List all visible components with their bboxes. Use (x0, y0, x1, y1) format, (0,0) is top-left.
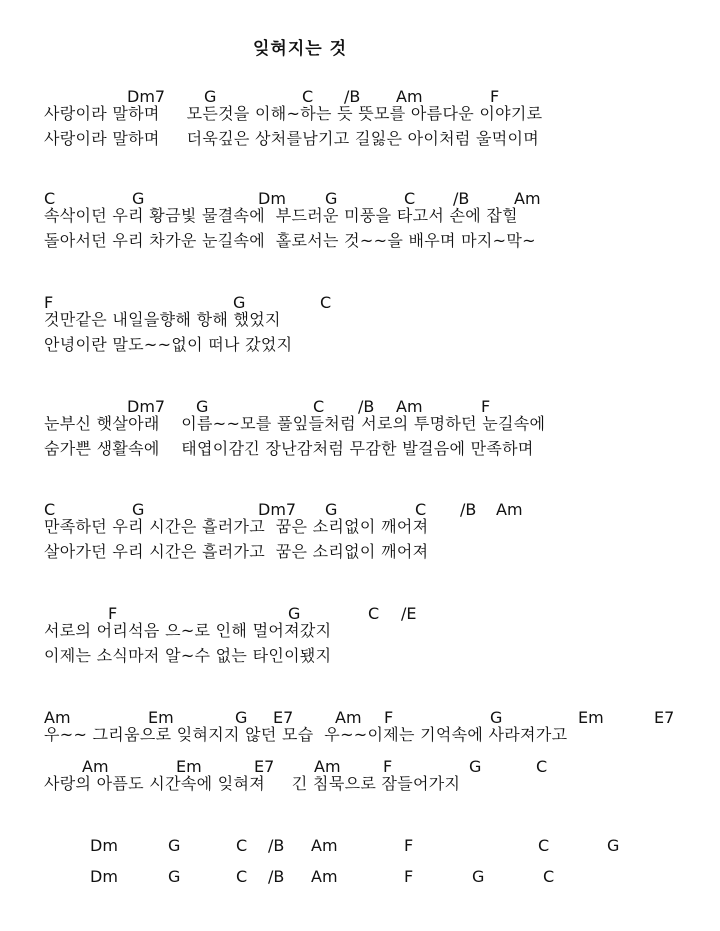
chord: C (44, 189, 56, 208)
chord: /B (453, 189, 470, 208)
chord: G (469, 757, 482, 776)
chord: G (132, 189, 145, 208)
chord: G (196, 397, 209, 416)
chord: /B (344, 87, 361, 106)
lyric-line: 돌아서던 우리 차가운 눈길속에 홀로서는 것~~을 배우며 마지~막~ (44, 231, 536, 250)
lyric-line: 서로의 어리석음 으~로 인해 멀어져갔지 (44, 621, 332, 640)
chord: E7 (273, 708, 294, 727)
chord: C (536, 757, 548, 776)
lyric-line: 만족하던 우리 시간은 흘러가고 꿈은 소리없이 깨어져 (44, 517, 429, 536)
chord: Am (311, 836, 338, 855)
chord: G (288, 604, 301, 623)
chord: Dm7 (258, 500, 297, 519)
chord: Dm (90, 836, 118, 855)
chord: G (490, 708, 503, 727)
chord: C (236, 867, 248, 886)
chord: C (543, 867, 555, 886)
chord: Am (396, 87, 423, 106)
chord: Am (514, 189, 541, 208)
lyric-line: 사랑의 아픔도 시간속에 잊혀져 긴 침묵으로 잠들어가지 (44, 774, 461, 793)
chord: Am (314, 757, 341, 776)
chord: G (325, 189, 338, 208)
chord: C (313, 397, 325, 416)
chord: Am (496, 500, 523, 519)
chord: G (472, 867, 485, 886)
chord: Am (311, 867, 338, 886)
chord: Em (176, 757, 202, 776)
lyric-line: 살아가던 우리 시간은 흘러가고 꿈은 소리없이 깨어져 (44, 542, 429, 561)
chord: G (168, 867, 181, 886)
chord: Am (82, 757, 109, 776)
chord: Em (578, 708, 604, 727)
chord: C (404, 189, 416, 208)
chord: E7 (254, 757, 275, 776)
chord: C (415, 500, 427, 519)
chord: F (481, 397, 491, 416)
chord: F (404, 836, 414, 855)
chord: /B (268, 867, 285, 886)
chord: Am (44, 708, 71, 727)
chord: F (490, 87, 500, 106)
chord: G (607, 836, 620, 855)
chord: Dm (258, 189, 286, 208)
chord: C (236, 836, 248, 855)
lyric-line: 눈부신 햇살아래 이름~~모를 풀잎들처럼 서로의 투명하던 눈길속에 (44, 414, 546, 433)
chord: F (404, 867, 414, 886)
chord: /B (460, 500, 477, 519)
chord: Am (335, 708, 362, 727)
lyric-line: 안녕이란 말도~~없이 떠나 갔었지 (44, 335, 293, 354)
lyric-line: 것만같은 내일을향해 항해 했었지 (44, 310, 281, 329)
chord: F (383, 757, 393, 776)
chord: G (325, 500, 338, 519)
lyric-line: 이제는 소식마저 알~수 없는 타인이됐지 (44, 646, 332, 665)
chord: G (204, 87, 217, 106)
chord: C (302, 87, 314, 106)
chord: F (44, 293, 54, 312)
chord: G (233, 293, 246, 312)
chord: C (368, 604, 380, 623)
chord: G (132, 500, 145, 519)
song-title: 잊혀지는 것 (252, 39, 348, 59)
chord: /E (401, 604, 417, 623)
chord: E7 (654, 708, 675, 727)
chord: C (538, 836, 550, 855)
chord: F (384, 708, 394, 727)
chord: /B (358, 397, 375, 416)
chord: G (235, 708, 248, 727)
lyric-line: 속삭이던 우리 황금빛 물결속에 부드러운 미풍을 타고서 손에 잡힐 (44, 206, 518, 225)
chord: F (108, 604, 118, 623)
chord: Dm (90, 867, 118, 886)
chord: /B (268, 836, 285, 855)
chord: Dm7 (127, 87, 166, 106)
chord: Em (148, 708, 174, 727)
chord: G (168, 836, 181, 855)
chord: Dm7 (127, 397, 166, 416)
lyric-line: 숨가쁜 생활속에 태엽이감긴 장난감처럼 무감한 발걸음에 만족하며 (44, 439, 534, 458)
chord: C (44, 500, 56, 519)
lyric-line: 사랑이라 말하며 모든것을 이해~하는 듯 뜻모를 아름다운 이야기로 (44, 104, 543, 123)
chord: C (320, 293, 332, 312)
lyric-line: 우~~ 그리움으로 잊혀지지 않던 모습 우~~이제는 기억속에 사라져가고 (44, 725, 568, 744)
lyric-line: 사랑이라 말하며 더욱깊은 상처를남기고 길잃은 아이처럼 울먹이며 (44, 129, 540, 148)
chord: Am (396, 397, 423, 416)
